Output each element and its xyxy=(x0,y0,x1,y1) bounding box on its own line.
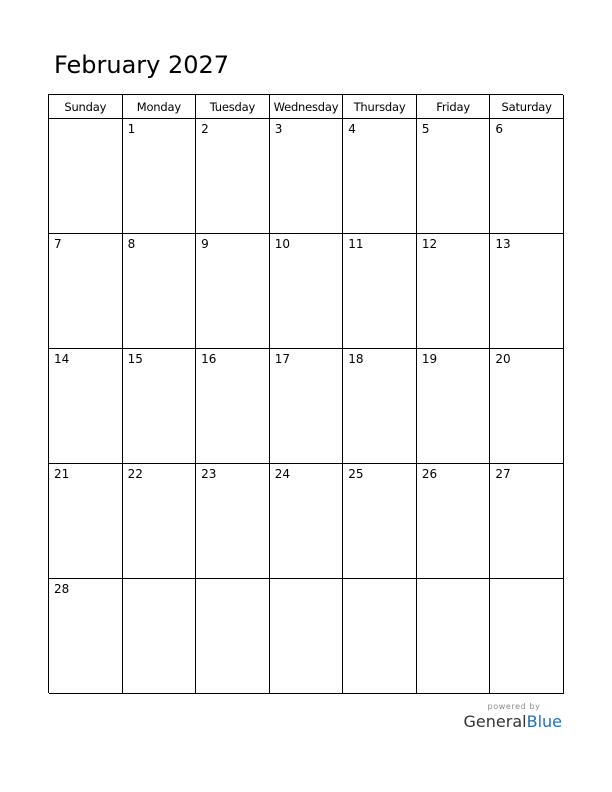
day-cell xyxy=(490,234,564,349)
weekday-saturday: Saturday xyxy=(490,95,564,119)
day-cell xyxy=(343,119,417,234)
day-number: 12 xyxy=(421,237,438,251)
day-number: 13 xyxy=(495,237,511,251)
day-number: 17 xyxy=(274,352,290,366)
day-cell xyxy=(490,349,564,464)
day-cell xyxy=(343,349,417,464)
day-number: 19 xyxy=(421,352,438,366)
weekday-sunday: Sunday xyxy=(49,95,123,119)
day-number: 16 xyxy=(201,352,217,366)
day-cell xyxy=(123,579,197,694)
week-row-3 xyxy=(49,349,563,464)
day-number: 8 xyxy=(127,237,136,251)
day-cell xyxy=(49,579,123,694)
day-number: 20 xyxy=(495,352,511,366)
day-cell xyxy=(270,579,344,694)
day-cell xyxy=(196,119,270,234)
day-cell xyxy=(196,579,270,694)
day-cell xyxy=(343,234,417,349)
day-number: 11 xyxy=(348,237,364,251)
day-cell xyxy=(270,464,344,579)
day-cell xyxy=(49,464,123,579)
day-cell xyxy=(343,579,417,694)
day-cell xyxy=(49,349,123,464)
day-number: 10 xyxy=(274,237,290,251)
day-cell xyxy=(123,119,197,234)
day-cell xyxy=(417,349,491,464)
day-number: 27 xyxy=(495,467,511,481)
day-cell xyxy=(417,464,491,579)
day-cell xyxy=(417,119,491,234)
brand-logo-text xyxy=(452,712,562,732)
day-cell xyxy=(49,234,123,349)
day-number: 4 xyxy=(348,122,356,136)
week-row-5 xyxy=(49,579,563,694)
day-number: 23 xyxy=(201,467,217,481)
day-cell xyxy=(123,464,197,579)
day-cell xyxy=(270,119,344,234)
day-number: 26 xyxy=(421,467,438,481)
week-row-2 xyxy=(49,234,563,349)
day-number: 2 xyxy=(201,122,209,136)
day-number: 15 xyxy=(127,352,143,366)
day-number: 3 xyxy=(274,122,283,136)
day-cell xyxy=(490,579,564,694)
day-cell xyxy=(417,234,491,349)
day-cell xyxy=(270,349,344,464)
day-number: 25 xyxy=(348,467,364,481)
day-cell xyxy=(417,579,491,694)
day-number: 24 xyxy=(274,467,290,481)
weekday-wednesday: Wednesday xyxy=(270,95,344,119)
day-cell xyxy=(49,119,123,234)
day-cell xyxy=(123,349,197,464)
day-number: 28 xyxy=(54,582,70,596)
brand-general-text: General xyxy=(463,712,527,731)
calendar-title: February 2027 xyxy=(54,51,230,79)
generalblue-brand[interactable] xyxy=(452,702,562,732)
day-cell xyxy=(196,234,270,349)
day-number: 21 xyxy=(54,467,70,481)
day-number: 6 xyxy=(495,122,504,136)
day-number: 1 xyxy=(127,122,136,136)
weekday-tuesday: Tuesday xyxy=(196,95,270,119)
day-cell xyxy=(196,464,270,579)
week-row-4 xyxy=(49,464,563,579)
weekday-header-row xyxy=(49,95,563,119)
weekday-friday: Friday xyxy=(417,95,491,119)
week-row-1 xyxy=(49,119,563,234)
day-number: 5 xyxy=(421,122,430,136)
day-cell xyxy=(196,349,270,464)
day-number: 14 xyxy=(54,352,70,366)
weekday-thursday: Thursday xyxy=(343,95,417,119)
calendar-grid xyxy=(48,94,563,693)
day-number: 9 xyxy=(201,237,209,251)
powered-by-text: powered by xyxy=(487,702,541,711)
day-cell xyxy=(343,464,417,579)
day-cell xyxy=(123,234,197,349)
day-number: 18 xyxy=(348,352,364,366)
weekday-monday: Monday xyxy=(123,95,197,119)
day-cell xyxy=(490,464,564,579)
brand-blue-text: Blue xyxy=(526,712,562,731)
day-number: 7 xyxy=(54,237,62,251)
day-cell xyxy=(490,119,564,234)
day-cell xyxy=(270,234,344,349)
day-number: 22 xyxy=(127,467,143,481)
